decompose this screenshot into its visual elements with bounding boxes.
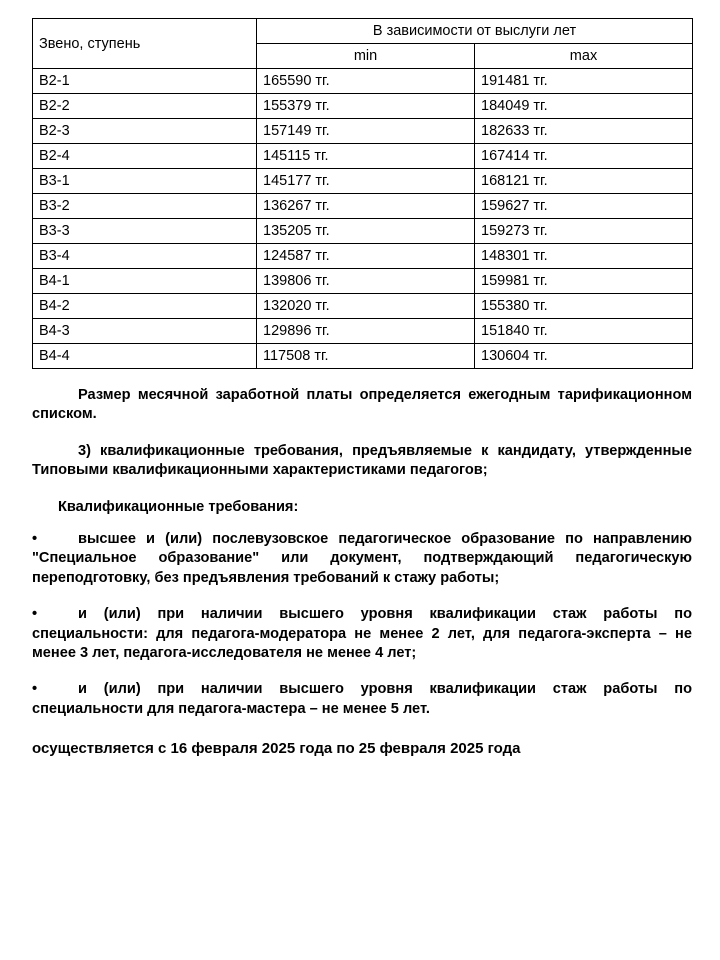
table-row — [33, 269, 693, 294]
cell-min: 145115 тг. — [257, 144, 475, 169]
table-row — [33, 344, 693, 369]
table-row — [33, 219, 693, 244]
table-row — [33, 119, 693, 144]
cell-min: 139806 тг. — [257, 269, 475, 294]
cell-level: В2-2 — [33, 94, 257, 119]
salary-table — [32, 18, 693, 369]
header-level: Звено, ступень — [33, 19, 257, 69]
bullet-item-3-text: и (или) при наличии высшего уровня квалификации стаж работы по специальности для педагога-мастера – не менее 5 лет. — [32, 681, 692, 717]
table-row — [33, 69, 693, 94]
table-row — [33, 144, 693, 169]
table-row — [33, 319, 693, 344]
bullet-item-1 — [32, 530, 692, 588]
cell-max: 167414 тг. — [475, 144, 693, 169]
cell-min: 136267 тг. — [257, 194, 475, 219]
cell-level: В3-1 — [33, 169, 257, 194]
cell-min: 157149 тг. — [257, 119, 475, 144]
cell-max: 151840 тг. — [475, 319, 693, 344]
table-row — [33, 244, 693, 269]
table-row — [33, 194, 693, 219]
header-seniority: В зависимости от выслуги лет — [257, 19, 693, 44]
cell-level: В2-4 — [33, 144, 257, 169]
cell-min: 135205 тг. — [257, 219, 475, 244]
table-row — [33, 94, 693, 119]
cell-level: В4-4 — [33, 344, 257, 369]
cell-min: 155379 тг. — [257, 94, 475, 119]
cell-max: 159273 тг. — [475, 219, 693, 244]
cell-min: 117508 тг. — [257, 344, 475, 369]
table-header-row-1 — [33, 19, 693, 44]
cell-max: 148301 тг. — [475, 244, 693, 269]
cell-max: 182633 тг. — [475, 119, 693, 144]
table-header — [33, 19, 693, 69]
cell-level: В3-3 — [33, 219, 257, 244]
cell-min: 145177 тг. — [257, 169, 475, 194]
bullet-item-1-text: высшее и (или) послевузовское педагогическое образование по направлению "Специальное образование" или документ, подтверждающий педагогическую переподготовку, без предъявления требований к стажу работы; — [32, 531, 692, 586]
paragraph-item-3: 3) квалификационные требования, предъявляемые к кандидату, утвержденные Типовыми квалификационными характеристиками педагогов; — [32, 442, 692, 479]
bullet-item-2-text: и (или) при наличии высшего уровня квалификации стаж работы по специальности: для педагога-модератора не менее 2 лет, для педагога-эксперта – не менее 3 лет, педагога-исследователя не менее 4 лет; — [32, 606, 692, 662]
cell-max: 159627 тг. — [475, 194, 693, 219]
header-min: min — [257, 44, 475, 69]
paragraph-period: осуществляется с 16 февраля 2025 года по 25 февраля 2025 года — [32, 740, 521, 758]
cell-level: В4-1 — [33, 269, 257, 294]
cell-max: 191481 тг. — [475, 69, 693, 94]
bullet-marker: • — [32, 681, 38, 698]
bullet-item-2 — [32, 605, 692, 663]
cell-level: В4-2 — [33, 294, 257, 319]
cell-level: В3-4 — [33, 244, 257, 269]
table-body — [33, 69, 693, 369]
cell-max: 155380 тг. — [475, 294, 693, 319]
table-row — [33, 169, 693, 194]
cell-min: 129896 тг. — [257, 319, 475, 344]
cell-max: 184049 тг. — [475, 94, 693, 119]
cell-level: В2-3 — [33, 119, 257, 144]
bullet-item-3 — [32, 680, 692, 719]
cell-max: 130604 тг. — [475, 344, 693, 369]
header-max: max — [475, 44, 693, 69]
cell-max: 168121 тг. — [475, 169, 693, 194]
table-row — [33, 294, 693, 319]
cell-max: 159981 тг. — [475, 269, 693, 294]
cell-min: 124587 тг. — [257, 244, 475, 269]
cell-level: В2-1 — [33, 69, 257, 94]
bullet-marker: • — [32, 606, 38, 623]
cell-min: 132020 тг. — [257, 294, 475, 319]
cell-level: В4-3 — [33, 319, 257, 344]
cell-level: В3-2 — [33, 194, 257, 219]
bullet-marker: • — [32, 531, 38, 548]
document-body — [32, 386, 692, 759]
cell-min: 165590 тг. — [257, 69, 475, 94]
paragraph-salary-note: Размер месячной заработной платы определяется ежегодным тарификационном списком. — [32, 387, 692, 423]
heading-qualification-requirements: Квалификационные требования: — [58, 498, 299, 515]
